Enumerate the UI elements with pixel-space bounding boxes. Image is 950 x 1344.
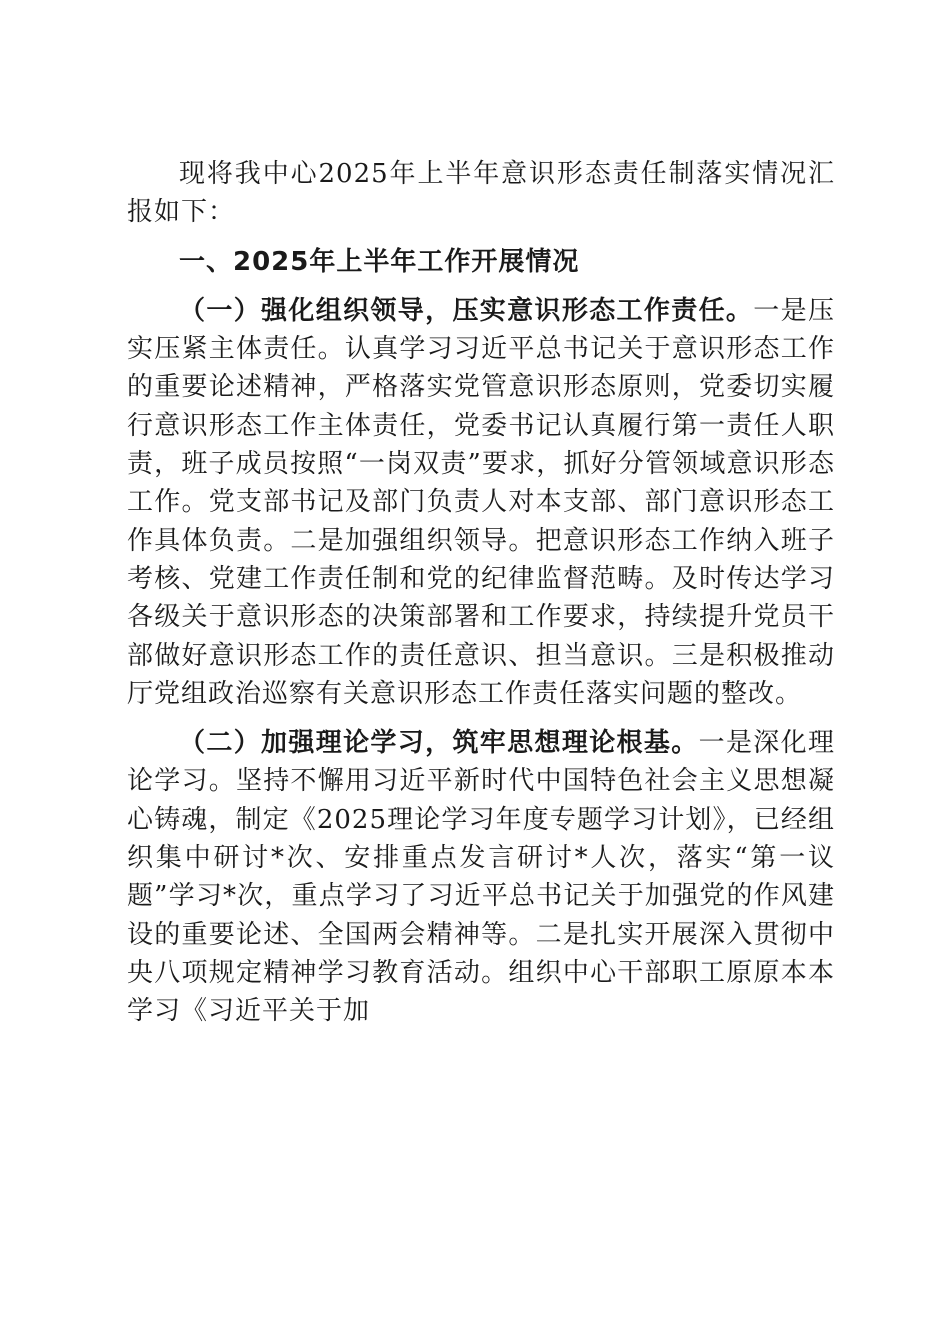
subsection-paragraph-2 — [127, 724, 835, 1030]
subsection-lead-2: （二）加强理论学习，筑牢思想理论根基。 — [179, 728, 699, 759]
subsection-body-2: 一是深化理论学习。坚持不懈用习近平新时代中国特色社会主义思想凝心铸魂，制定《2025理论学习年度专题学习计划》，已经组织集中研讨*次、安排重点发言研讨*人次，落实“第一议题”学习*次，重点学习了习近平总书记关于加强党的作风建设的重要论述、全国两会精神等。二是扎实开展深入贯彻中央八项规定精神学习教育活动。组织中心干部职工原原本本学习《习近平关于加 — [127, 728, 835, 1027]
section-heading: 一、2025年上半年工作开展情况 — [179, 246, 580, 277]
subsection-paragraph-1 — [127, 292, 835, 713]
intro-paragraph: 现将我中心2025年上半年意识形态责任制落实情况汇报如下： — [127, 159, 835, 228]
subsection-lead-1: （一）强化组织领导，压实意识形态工作责任。 — [179, 295, 754, 326]
subsection-body-1: 一是压实压紧主体责任。认真学习习近平总书记关于意识形态工作的重要论述精神，严格落实党管意识形态原则，党委切实履行意识形态工作主体责任，党委书记认真履行第一责任人职责，班子成员按照“一岗双责”要求，抓好分管领域意识形态工作。党支部书记及部门负责人对本支部、部门意识形态工作具体负责。二是加强组织领导。把意识形态工作纳入班子考核、党建工作责任制和党的纪律监督范畴。及时传达学习各级关于意识形态的决策部署和工作要求，持续提升党员干部做好意识形态工作的责任意识、担当意识。三是积极推动厅党组政治巡察有关意识形态工作责任落实问题的整改。 — [127, 295, 835, 709]
document-body — [127, 155, 835, 1031]
